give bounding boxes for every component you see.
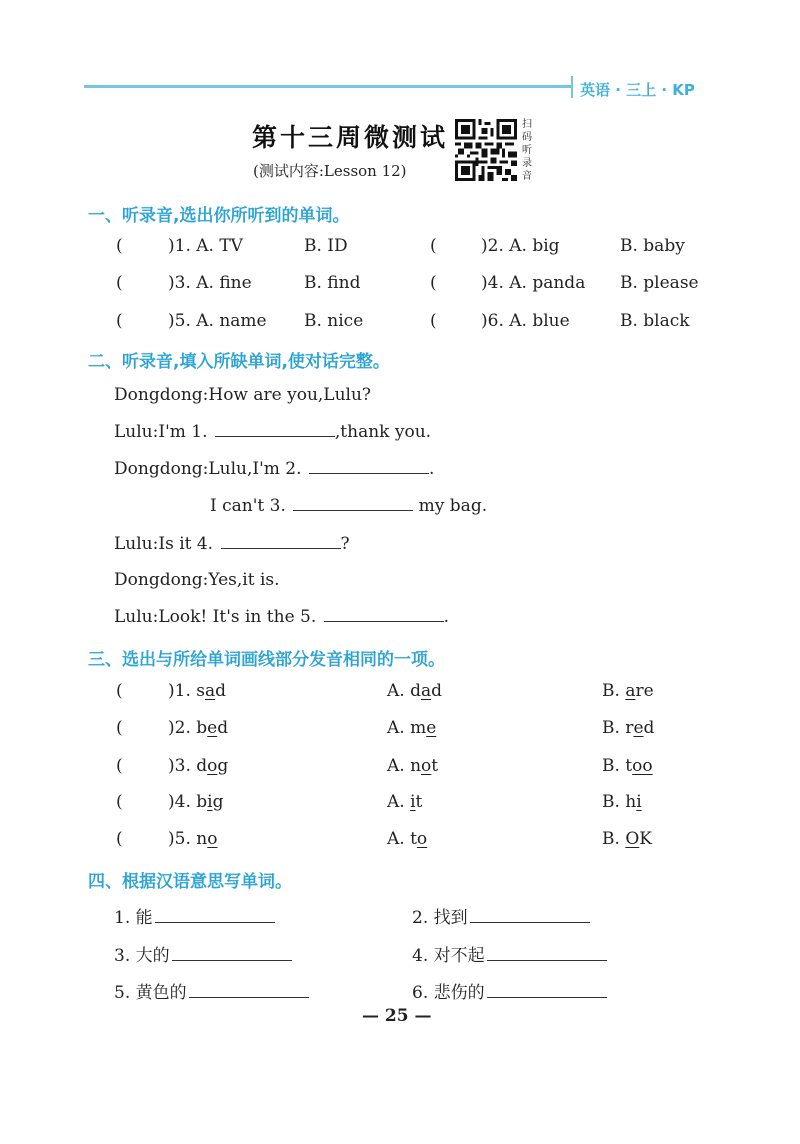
- question-word: )5. no: [168, 829, 218, 849]
- option-a: A. me: [387, 718, 437, 738]
- answer-blank[interactable]: [487, 996, 607, 998]
- question-option-b: B. nice: [304, 311, 364, 331]
- question-option-b: B. black: [620, 311, 690, 331]
- answer-paren[interactable]: (: [430, 236, 437, 256]
- section-2-heading: 二、听录音,填入所缺单词,使对话完整。: [88, 352, 390, 372]
- blank-3[interactable]: [293, 509, 413, 511]
- page-subtitle: (测试内容:Lesson 12): [253, 162, 407, 180]
- answer-paren[interactable]: (: [430, 273, 437, 293]
- answer-paren[interactable]: (: [116, 756, 123, 776]
- answer-blank[interactable]: [487, 959, 607, 961]
- dialogue-line: Lulu:Is it 4. ?: [114, 534, 350, 554]
- page-title: 第十三周微测试: [252, 123, 449, 152]
- question-option-b: B. please: [620, 273, 699, 293]
- question-option-a: )6. A. blue: [481, 311, 570, 331]
- blank-1[interactable]: [215, 435, 335, 437]
- blank-5[interactable]: [324, 620, 444, 622]
- blank-2[interactable]: [309, 472, 429, 474]
- question-option-a: )2. A. big: [481, 236, 560, 256]
- dialogue-line: Lulu:Look! It's in the 5. .: [114, 607, 450, 627]
- header-rule: [84, 85, 572, 88]
- translation-item: 1. 能: [114, 903, 275, 928]
- translation-item: 3. 大的: [114, 941, 292, 966]
- section-1-heading: 一、听录音,选出你所听到的单词。: [88, 206, 350, 226]
- question-option-b: B. baby: [620, 236, 685, 256]
- question-option-a: )5. A. name: [168, 311, 267, 331]
- option-a: A. dad: [387, 681, 442, 701]
- answer-paren[interactable]: (: [116, 792, 123, 812]
- translation-item: 6. 悲伤的: [412, 978, 607, 1003]
- option-b: B. hi: [602, 792, 642, 812]
- answer-blank[interactable]: [172, 959, 292, 961]
- page-number: — 25 —: [362, 1006, 432, 1026]
- answer-paren[interactable]: (: [116, 273, 123, 293]
- qr-code-icon[interactable]: [455, 119, 517, 181]
- question-option-a: )4. A. panda: [481, 273, 586, 293]
- answer-paren[interactable]: (: [430, 311, 437, 331]
- question-option-b: B. find: [304, 273, 361, 293]
- translation-item: 5. 黄色的: [114, 978, 309, 1003]
- question-option-a: )1. A. TV: [168, 236, 243, 256]
- option-b: B. are: [602, 681, 654, 701]
- dialogue-line: I can't 3. my bag.: [210, 496, 488, 516]
- option-a: A. it: [387, 792, 423, 812]
- question-word: )4. big: [168, 792, 224, 812]
- answer-paren[interactable]: (: [116, 829, 123, 849]
- option-b: B. red: [602, 718, 655, 738]
- header-tag: 英语 · 三上 · KP: [580, 81, 695, 99]
- answer-blank[interactable]: [189, 996, 309, 998]
- section-4-heading: 四、根据汉语意思写单词。: [88, 872, 292, 892]
- blank-4[interactable]: [221, 547, 341, 549]
- answer-paren[interactable]: (: [116, 681, 123, 701]
- qr-label: 扫 码 听 录 音: [522, 119, 532, 182]
- dialogue-line: Dongdong:Lulu,I'm 2. .: [114, 459, 435, 479]
- answer-blank[interactable]: [155, 921, 275, 923]
- section-3-heading: 三、选出与所给单词画线部分发音相同的一项。: [88, 650, 445, 670]
- dialogue-line: Lulu:I'm 1. ,thank you.: [114, 422, 432, 442]
- option-a: A. not: [387, 756, 439, 776]
- question-word: )1. sad: [168, 681, 227, 701]
- question-word: )2. bed: [168, 718, 229, 738]
- translation-item: 2. 找到: [412, 903, 590, 928]
- answer-paren[interactable]: (: [116, 236, 123, 256]
- question-option-b: B. ID: [304, 236, 348, 256]
- option-b: B. too: [602, 756, 653, 776]
- dialogue-line: Dongdong:Yes,it is.: [114, 570, 280, 590]
- answer-blank[interactable]: [470, 921, 590, 923]
- header-rule-tick: [571, 76, 573, 98]
- option-b: B. OK: [602, 829, 652, 849]
- option-a: A. to: [387, 829, 428, 849]
- translation-item: 4. 对不起: [412, 941, 607, 966]
- answer-paren[interactable]: (: [116, 311, 123, 331]
- dialogue-line: Dongdong:How are you,Lulu?: [114, 385, 372, 405]
- question-word: )3. dog: [168, 756, 229, 776]
- answer-paren[interactable]: (: [116, 718, 123, 738]
- question-option-a: )3. A. fine: [168, 273, 252, 293]
